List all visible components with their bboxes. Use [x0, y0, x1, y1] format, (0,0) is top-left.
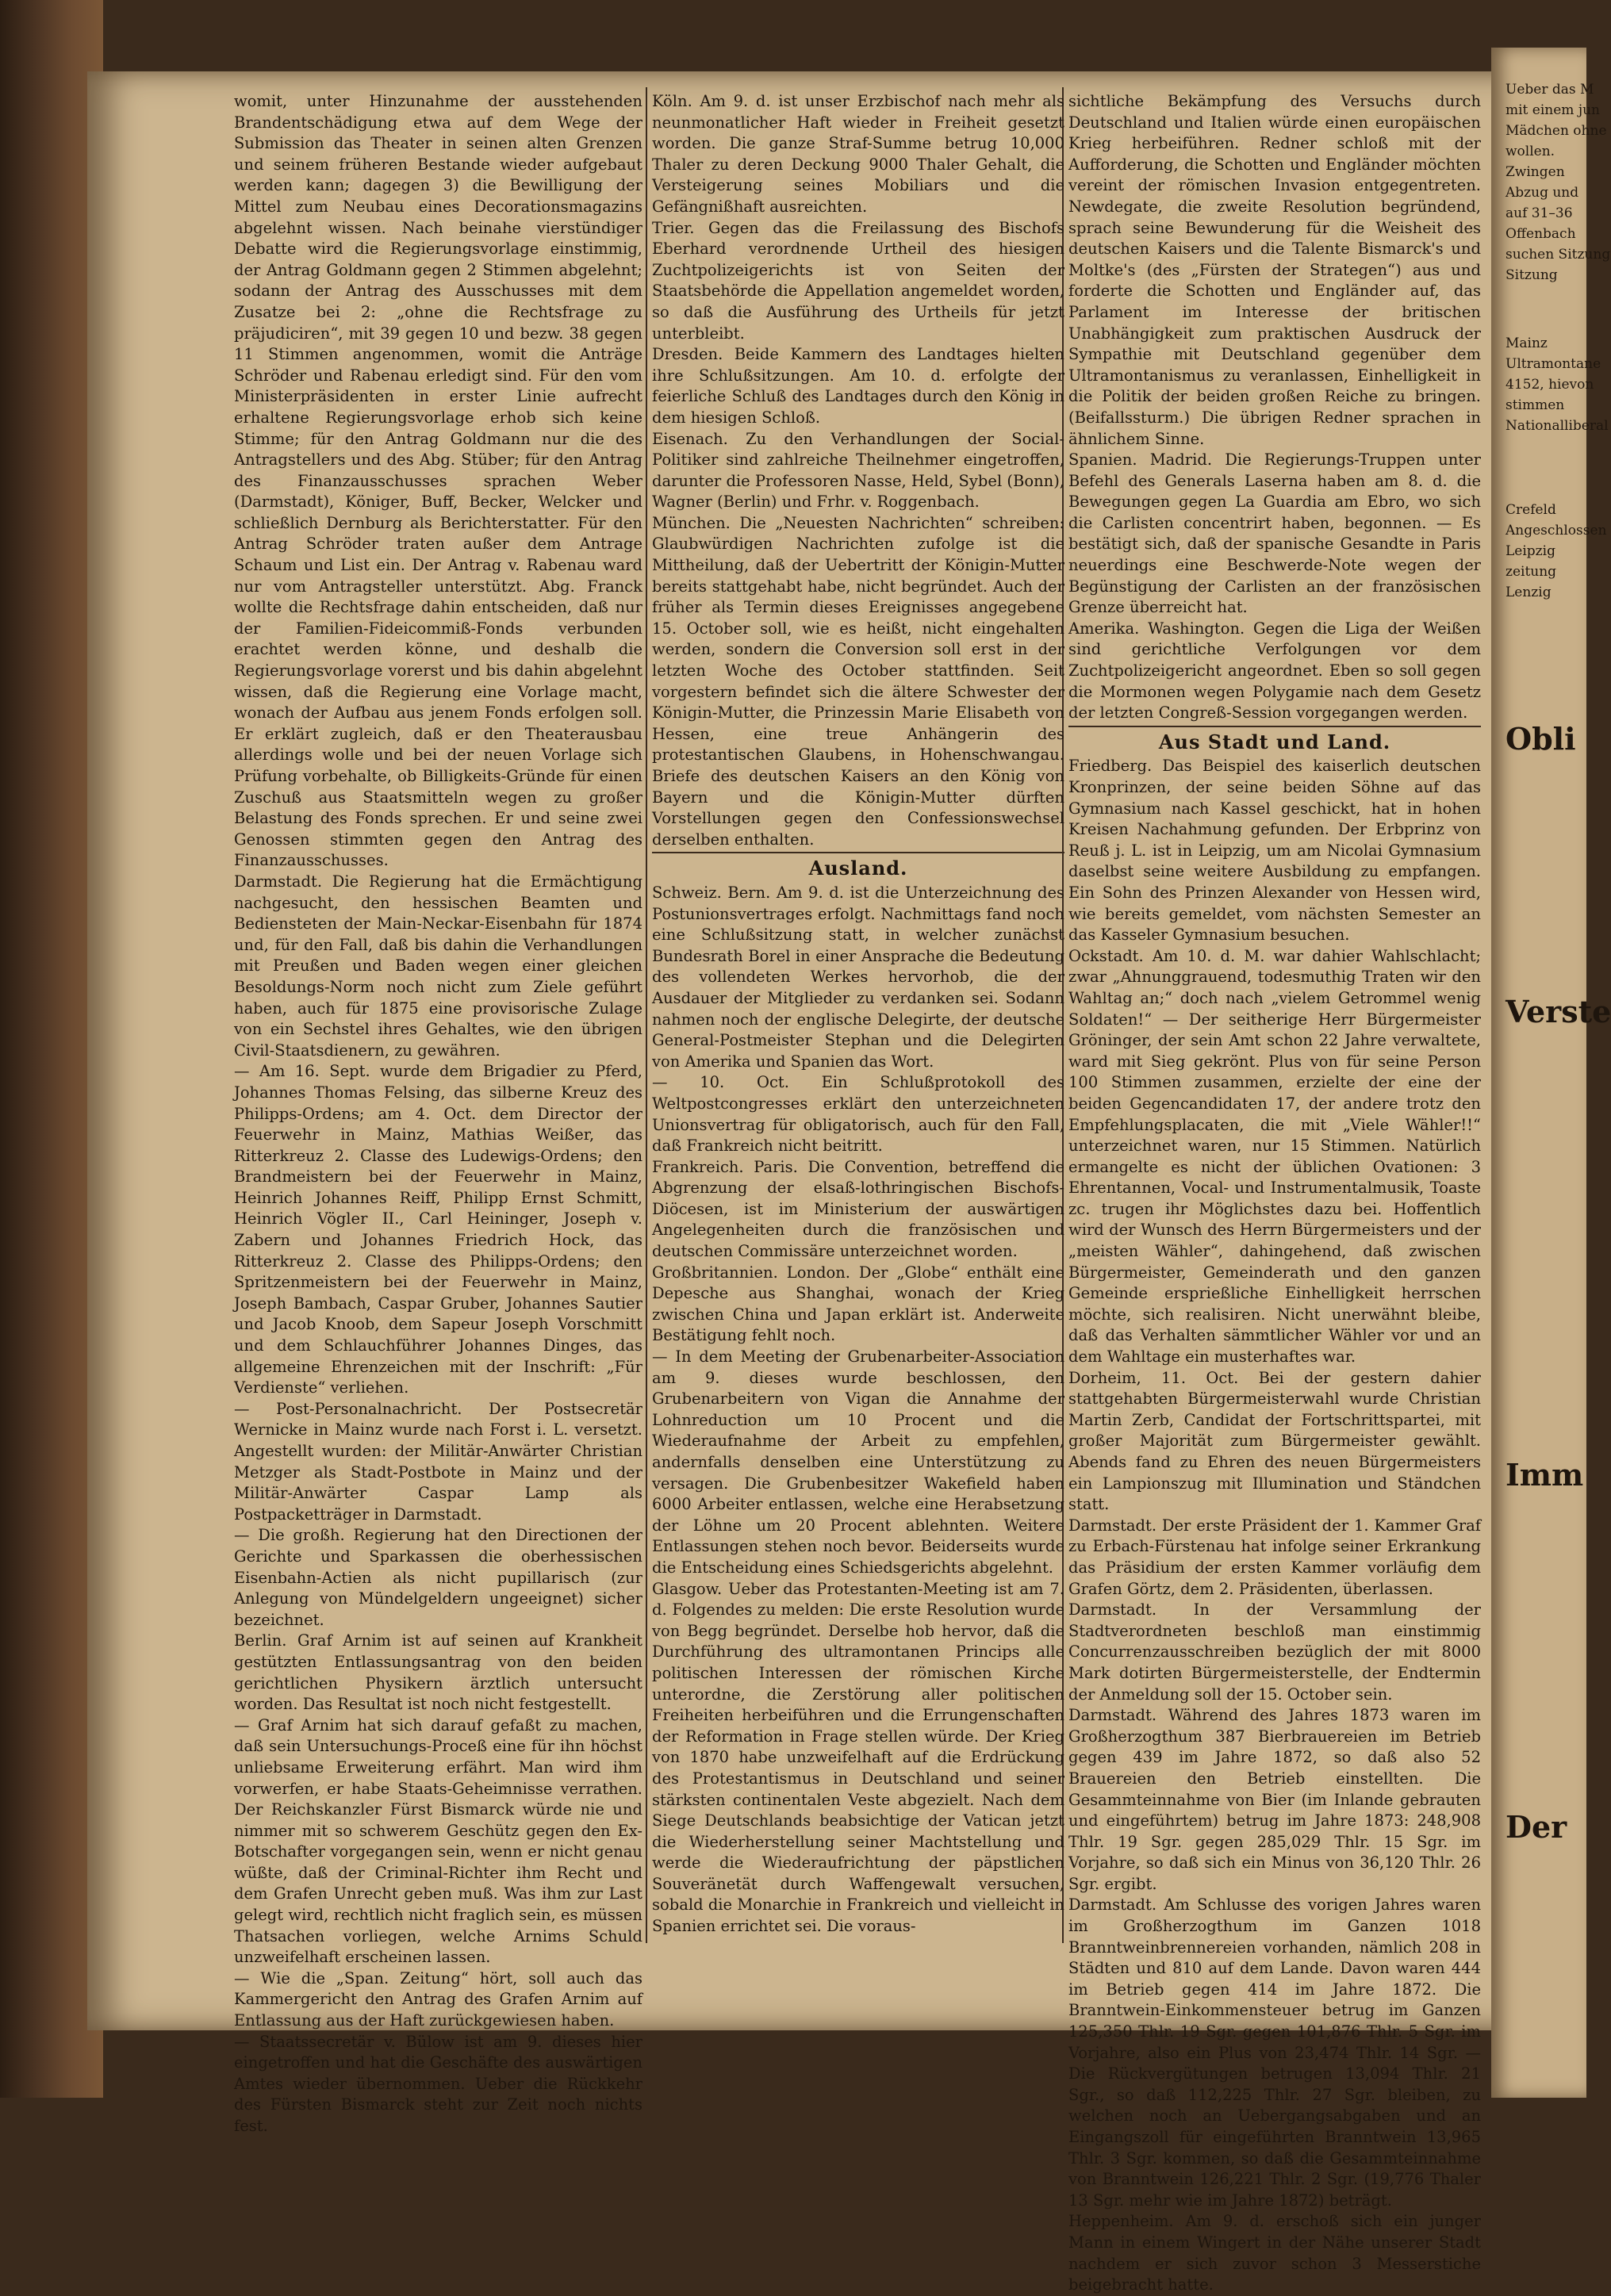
- section-heading: Aus Stadt und Land.: [1158, 730, 1391, 753]
- article-paragraph: — Graf Arnim hat sich darauf gefaßt zu machen, daß sein Untersuchungs-Proceß eine für ihn höchst unliebsame Erweiterung erfährt. Man wird ihm vorwerfen, er habe Staats-Geheimnisse verrathen. Der Reichskanzler Fürst Bismarck würde nie und nimmer mit so schwerem Geschütz gegen den Ex-Botschafter vorgegangen sein, wenn er nicht genau wüßte, daß der Criminal-Richter ihm Recht und dem Grafen Unrecht geben muß. Was ihm zur Last gelegt wird, rechtlich nicht fraglich sein, es müssen Thatsachen vorliegen, welche Arnims Schuld unzweifelhaft erscheinen lassen.: [234, 1715, 642, 1967]
- edge-heading: Obli: [1506, 721, 1576, 757]
- column-2: [652, 91, 1064, 1938]
- article-paragraph: Großbritannien. London. Der „Globe“ enthält eine Depesche aus Shanghai, wonach der Krieg zwischen China und Japan erklärt ist. Anderweite Bestätigung fehlt noch.: [652, 1263, 1064, 1345]
- edge-line: Ueber das M: [1506, 82, 1594, 98]
- article-paragraph: Trier. Gegen das die Freilassung des Bischofs Eberhard verordnende Urtheil des hiesigen Zuchtpolizeigerichts ist von Seiten der Staatsbehörde die Appellation angemeldet worden, so daß die Ausführung des Urtheils für jetzt unterbleibt.: [652, 218, 1064, 343]
- article-paragraph: Ockstadt. Am 10. d. M. war dahier Wahlschlacht; zwar „Ahnunggrauend, todesmuthig Traten wir den Wahltag an;“ doch nach „vielem Getrommel wenig Soldaten!“ — Der seitherige Herr Bürgermeister Gröninger, der sein Amt schon 22 Jahre verwaltete, ward mit Sieg gekrönt. Plus von für seine Person 100 Stimmen zusammen, erzielte der eine der beiden Gegencandidaten 17, der andere trotz den Empfehlungsplacaten, die mit „Viele Wähler!!“ unterzeichnet waren, nur 15 Stimmen. Natürlich ermangelte es nicht der üblichen Ovationen: 3 Ehrentannen, Vocal- und Instrumentalmusik, Toaste zc. trugen ihr Möglichstes dazu bei. Hoffentlich wird der Wunsch des Herrn Bürgermeisters und der „meisten Wähler“, dahingehend, daß zwischen Bürgermeister, Gemeinderath und den ganzen Gemeinde ersprießliche Einhelligkeit herrschen möchte, sich realisiren. Nicht unerwähnt bleibe, daß das Verhalten sämmtlicher Wähler vor und an dem Wahltage ein musterhaftes war.: [1068, 946, 1481, 1366]
- article-paragraph: Darmstadt. In der Versammlung der Stadtverordneten beschloß man einstimmig Concurrenzausschreiben bezüglich der mit 8000 Mark dotirten Bürgermeisterstelle, der Endtermin der Anmeldung soll der 15. October sein.: [1068, 1600, 1481, 1704]
- edge-heading: Der: [1506, 1809, 1567, 1845]
- article-paragraph: Amerika. Washington. Gegen die Liga der Weißen sind gerichtliche Verfolgungen vor dem Zuchtpolizeigericht angeordnet. Eben so soll gegen die Mormonen wegen Polygamie nach dem Gesetz der letzten Congreß-Session vorgegangen werden.: [1068, 619, 1481, 723]
- edge-heading: Imm: [1506, 1457, 1584, 1493]
- article-paragraph: — Staatssecretär v. Bülow ist am 9. dieses hier eingetroffen und hat die Geschäfte des auswärtigen Amtes wieder übernommen. Ueber die Rückkehr des Fürsten Bismarck steht zur Zeit noch nichts fest.: [234, 2032, 642, 2135]
- article-paragraph: Darmstadt. Der erste Präsident der 1. Kammer Graf zu Erbach-Fürstenau hat infolge seiner Erkrankung das Präsidium der ersten Kammer vorläufig dem Grafen Görtz, dem 2. Präsidenten, überlassen.: [1068, 1516, 1481, 1598]
- article-paragraph: Berlin. Graf Arnim ist auf seinen auf Krankheit gestützten Entlassungsantrag von den beiden gerichtlichen Physikern ärztlich untersucht worden. Das Resultat ist noch nicht festgestellt.: [234, 1631, 642, 1714]
- article-paragraph: Darmstadt. Am Schlusse des vorigen Jahres waren im Großherzogthum im Ganzen 1018 Branntweinbrennereien vorhanden, nämlich 208 in Städten und 810 auf dem Lande. Davon waren 444 im Betrieb gegen 414 im Jahre 1872. Die Branntwein-Einkommensteuer betrug im Ganzen 125,350 Thlr. 19 Sgr. gegen 101,876 Thlr. 5 Sgr. im Vorjahre, also ein Plus von 23,474 Thlr. 14 Sgr. — Die Rückvergütungen betrugen 13,094 Thlr. 21 Sgr., so daß 112,225 Thlr. 27 Sgr. bleiben, zu welchen noch an Uebergangsabgaben und an Eingangszoll für eingeführten Branntwein 13,965 Thlr. 3 Sgr. kommen, so daß die Gesammteinnahme von Branntwein 126,221 Thlr. 2 Sgr. (19,776 Thaler 13 Sgr. mehr wie im Jahre 1872) beträgt.: [1068, 1895, 1481, 2210]
- article-paragraph: — Post-Personalnachricht. Der Postsecretär Wernicke in Mainz wurde nach Forst i. L. versetzt. Angestellt wurden: der Militär-Anwärter Christian Metzger als Stadt-Postbote in Mainz und der Militär-Anwärter Caspar Lamp als Postpacketträger in Darmstadt.: [234, 1399, 642, 1524]
- article-paragraph: — Wie die „Span. Zeitung“ hört, soll auch das Kammergericht den Antrag des Grafen Arnim auf Entlassung aus der Haft zurückgewiesen haben.: [234, 1968, 642, 2030]
- edge-line: Nationalliberal: [1506, 418, 1609, 434]
- article-paragraph: Dorheim, 11. Oct. Bei der gestern dahier stattgehabten Bürgermeisterwahl wurde Christian Martin Zerb, Candidat der Fortschrittspartei, mit großer Majorität zum Bürgermeister gewählt. Abends fand zu Ehren des neuen Bürgermeisters ein Lampionszug mit Illumination und Ständchen statt.: [1068, 1368, 1481, 1514]
- edge-line: Ultramontane: [1506, 356, 1601, 372]
- edge-heading: Verste: [1506, 994, 1611, 1029]
- column-1: [234, 91, 642, 2137]
- edge-line: stimmen: [1506, 397, 1565, 413]
- edge-line: Leipzig: [1506, 543, 1555, 559]
- edge-line: Crefeld: [1506, 502, 1556, 518]
- edge-line: suchen Sitzung: [1506, 247, 1611, 263]
- article-paragraph: Dresden. Beide Kammern des Landtages hielten ihre Schlußsitzungen. Am 10. d. erfolgte der feierliche Schluß des Landtages durch den König in dem hiesigen Schloß.: [652, 345, 1064, 427]
- edge-line: auf 31–36: [1506, 205, 1573, 221]
- article-paragraph: Friedberg. Das Beispiel des kaiserlich deutschen Kronprinzen, der seine beiden Söhne auf das Gymnasium nach Kassel geschickt, hat in hohen Kreisen Nachahmung gefunden. Der Erbprinz von Reuß j. L. ist in Leipzig, um am Nicolai Gymnasium daselbst seine weitere Ausbildung zu empfangen. Ein Sohn des Prinzen Alexander von Hessen wird, wie bereits gemeldet, vom nächsten Semester an das Kasseler Gymnasium besuchen.: [1068, 757, 1481, 945]
- article-paragraph: Glasgow. Ueber das Protestanten-Meeting ist am 7. d. Folgendes zu melden: Die erste Resolution wurde von Begg begründet. Derselbe hob hervor, daß die Durchführung des ultramontanen Princips alle politischen Interessen der römischen Kirche unterordne, die Zerstörung aller politischen Freiheiten herbeiführen und die Errungenschaften der Reformation in Frage stellen würde. Der Krieg von 1870 habe unzweifelhaft auf die Erdrückung des Protestantismus in Deutschland und seiner stärksten continentalen Veste abgezielt. Nach dem Siege Deutschlands beabsichtige der Vatican jetzt die Wiederherstellung seiner Machtstellung und werde die Wiederaufrichtung der päpstlichen Souveränetät durch Waffengewalt versuchen, sobald die Monarchie in Frankreich und vielleicht in Spanien errichtet sei. Die voraus-: [652, 1579, 1064, 1936]
- article-paragraph: Köln. Am 9. d. ist unser Erzbischof nach mehr als neunmonatlicher Haft wieder in Freiheit gesetzt worden. Die ganze Straf-Summe betrug 10,000 Thaler zu deren Deckung 9000 Thaler Gehalt, die Versteigerung seines Mobiliars und die Gefängnißhaft ausreichten.: [652, 92, 1064, 216]
- article-paragraph: München. Die „Neuesten Nachrichten“ schreiben: Glaubwürdigen Nachrichten zufolge ist die Mittheilung, daß der Uebertritt der Königin-Mutter bereits stattgehabt habe, nicht begründet. Auch der früher als Termin dieses Ereignisses angegebene 15. October soll, wie es heißt, nicht eingehalten werden, sondern die Conversion soll erst in der letzten Woche des October stattfinden. Seit vorgestern befindet sich die ältere Schwester der Königin-Mutter, die Prinzessin Marie Elisabeth von Hessen, eine treue Anhängerin des protestantischen Glaubens, in Hohenschwangau. Briefe des deutschen Kaisers an den König von Bayern und die Königin-Mutter dürften Vorstellungen gegen den Confessionswechsel derselben enthalten.: [652, 513, 1064, 849]
- article-paragraph: sichtliche Bekämpfung des Versuchs durch Deutschland und Italien würde einen europäischen Krieg herbeiführen. Redner schloß mit der Aufforderung, die Schotten und Engländer möchten vereint der römischen Invasion entgegentreten. Newdegate, die zweite Resolution begründend, sprach seine Bewunderung für die Weisheit des deutschen Kaisers und die Talente Bismarck's und Moltke's (des „Fürsten der Strategen“) aus und forderte die Schotten und Engländer auf, das Parlament im Interesse der britischen Unabhängigkeit zum praktischen Ausdruck der Sympathie mit Deutschland gegenüber dem Ultramontanismus zu veranlassen, Einhelligkeit in die Politik der beiden großen Reiche zu bringen. (Beifallssturm.) Die übrigen Redner sprachen in ähnlichem Sinne.: [1068, 92, 1481, 448]
- column-rule: [646, 87, 647, 1943]
- article-paragraph: Darmstadt. Während des Jahres 1873 waren im Großherzogthum 387 Bierbrauereien im Betrieb gegen 439 im Jahre 1872, so daß also 52 Brauereien den Betrieb einstellten. Die Gesammteinnahme von Bier (im Inlande gebrauten und eingeführtem) betrug im Jahre 1873: 248,908 Thlr. 19 Sgr. gegen 285,029 Thlr. 15 Sgr. im Vorjahre, so daß sich ein Minus von 36,120 Thlr. 26 Sgr. ergibt.: [1068, 1706, 1481, 1893]
- edge-line: Angeschlossen: [1506, 523, 1607, 539]
- article-paragraph: Spanien. Madrid. Die Regierungs-Truppen unter Befehl des Generals Laserna haben am 8. d. die Bewegungen gegen La Guardia am Ebro, wo sich die Carlisten concentrirt haben, begonnen. — Es bestätigt sich, daß der spanische Gesandte in Paris neuerdings eine Beschwerde-Note wegen der Begünstigung der Carlisten an der französischen Grenze überreicht hat.: [1068, 450, 1481, 617]
- article-paragraph: Heppenheim. Am 9. d. erschoß sich ein junger Mann in einem Wingert in der Nähe unserer Stadt nachdem er sich zuvor schon 3 Messerstiche beigebracht hatte.: [1068, 2212, 1481, 2294]
- edge-line: Mädchen ohne: [1506, 123, 1607, 139]
- edge-line: Sitzung: [1506, 267, 1558, 283]
- section-heading: Ausland.: [808, 857, 908, 880]
- article-paragraph: womit, unter Hinzunahme der ausstehenden Brandentschädigung etwa auf dem Wege der Submission das Theater in seinen alten Grenzen und seinem früheren Bestande wieder aufgebaut werden kann; dagegen 3) die Bewilligung der Mittel zum Neubau eines Decorationsmagazins abgelehnt wissen. Nach beinahe vierstündiger Debatte wird die Regierungsvorlage einstimmig, der Antrag Goldmann gegen 2 Stimmen abgelehnt; sodann der Antrag des Ausschusses mit dem Zusatze bei 2: „ohne die Rechtsfrage zu präjudiciren“, mit 39 gegen 10 und bezw. 38 gegen 11 Stimmen angenommen, womit die Anträge Schröder und Rabenau erledigt sind. Für den vom Ministerpräsidenten in erster Linie aufrecht erhaltene Regierungsvorlage erhob sich keine Stimme; für den Antrag Goldmann nur die des Antragstellers und des Abg. Stüber; für den Antrag des Finanzausschusses sprachen Weber (Darmstadt), Königer, Buff, Becker, Welcker und schließlich Dernburg als Berichterstatter. Für den Antrag Schröder traten außer dem Antrage Schaum und List ein. Der Antrag v. Rabenau ward nur vom Antragsteller unterstützt. Abg. Franck wollte die Rechtsfrage dahin entscheiden, daß nur der Familien-Fideicommiß-Fonds verbunden erachtet werden könne, und deshalb die Regierungsvorlage vorerst und bis dahin abgelehnt wissen, daß die Regierung eine Vorlage macht, wonach der Aufbau aus jenem Fonds erfolgen soll. Er erklärt zugleich, daß er den Theaterausbau allerdings wolle und bei der neuen Vorlage sich Prüfung vorbehalte, ob Billigkeits-Gründe für einen Zuschuß aus Staatsmitteln wegen zu großer Belastung des Fonds sprechen. Er und seine zwei Genossen stimmten gegen den Antrag des Finanzausschusses.: [234, 92, 642, 870]
- column-3: [1068, 91, 1481, 2296]
- edge-line: mit einem jun: [1506, 102, 1600, 118]
- article-paragraph: Eisenach. Zu den Verhandlungen der Social-Politiker sind zahlreiche Theilnehmer eingetroffen, darunter die Professoren Nasse, Held, Sybel (Bonn), Wagner (Berlin) und Frhr. v. Roggenbach.: [652, 429, 1064, 512]
- edge-line: Lenzig: [1506, 585, 1552, 600]
- adjacent-page: [1491, 48, 1611, 2098]
- adjacent-page-text: [1506, 79, 1611, 1853]
- article-paragraph: — In dem Meeting der Grubenarbeiter-Association am 9. dieses wurde beschlossen, den Grubenarbeitern von Vigan die Annahme der Lohnreduction um 10 Procent und die Wiederaufnahme der Arbeit zu empfehlen, andernfalls denselben eine Unterstützung zu versagen. Die Grubenbesitzer Wakefield haben 6000 Arbeiter entlassen, welche eine Herabsetzung der Löhne um 20 Procent ablehnten. Weitere Entlassungen stehen noch bevor. Beiderseits wurde die Entscheidung eines Schiedsgerichts abgelehnt.: [652, 1347, 1064, 1577]
- edge-line: Mainz: [1506, 335, 1548, 351]
- section-divider: [652, 852, 1064, 853]
- edge-line: 4152, hievon: [1506, 377, 1594, 393]
- edge-line: zeitung: [1506, 564, 1557, 580]
- edge-line: wollen.: [1506, 144, 1555, 159]
- section-divider: [1068, 726, 1481, 727]
- article-paragraph: Schweiz. Bern. Am 9. d. ist die Unterzeichnung des Postunionsvertrages erfolgt. Nachmittags fand noch eine Schlußsitzung statt, in welcher zunächst Bundesrath Borel in einer Ansprache die Bedeutung des vollendeten Werkes hervorhob, die der Ausdauer der Mitglieder zu verdanken sei. Sodann nahmen noch der englische Delegirte, der deutsche General-Postmeister Stephan und die Delegirten von Amerika und Spanien das Wort.: [652, 883, 1064, 1071]
- edge-line: Zwingen: [1506, 164, 1565, 180]
- edge-line: Offenbach: [1506, 226, 1576, 242]
- article-paragraph: Frankreich. Paris. Die Convention, betreffend die Abgrenzung der elsaß-lothringischen Bischofs-Diöcesen, ist im Ministerium der auswärtigen Angelegenheiten durch die französischen und deutschen Commissäre unterzeichnet worden.: [652, 1157, 1064, 1261]
- article-paragraph: — 10. Oct. Ein Schlußprotokoll des Weltpostcongresses erklärt den unterzeichneten Unionsvertrag für obligatorisch, auch für den Fall, daß Frankreich nicht beitritt.: [652, 1073, 1064, 1156]
- article-paragraph: Darmstadt. Die Regierung hat die Ermächtigung nachgesucht, den hessischen Beamten und Bediensteten der Main-Neckar-Eisenbahn für 1874 und, für den Fall, daß bis dahin die Verhandlungen mit Preußen und Baden wegen einer gleichen Besoldungs-Norm noch nicht zum Ziele geführt haben, auch für 1875 eine provisorische Zulage von ein Sechstel ihres Gehaltes, wie den übrigen Civil-Staatsdienern, zu gewähren.: [234, 872, 642, 1060]
- article-paragraph: — Die großh. Regierung hat den Directionen der Gerichte und Sparkassen die oberhessischen Eisenbahn-Actien als nicht pupillarisch (zur Anlegung von Mündelgeldern ungeeignet) sicher bezeichnet.: [234, 1526, 642, 1629]
- article-paragraph: — Am 16. Sept. wurde dem Brigadier zu Pferd, Johannes Thomas Felsing, das silberne Kreuz des Philipps-Ordens; am 4. Oct. dem Director der Feuerwehr in Mainz, Mathias Weißer, das Ritterkreuz 2. Classe des Ludewigs-Ordens; den Brandmeistern bei der Feuerwehr in Mainz, Heinrich Johannes Reiff, Philipp Ernst Schmitt, Heinrich Vögler II., Carl Heininger, Joseph v. Zabern und Johannes Friedrich Hock, das Ritterkreuz 2. Classe des Philipps-Ordens; den Spritzenmeistern bei der Feuerwehr in Mainz, Joseph Bambach, Caspar Gruber, Johannes Sautier und Jacob Knoob, dem Sapeur Joseph Vorschmitt und dem Schlauchführer Johannes Dinges, das allgemeine Ehrenzeichen mit der Inschrift: „Für Verdienste“ verliehen.: [234, 1062, 642, 1397]
- edge-line: Abzug und: [1506, 185, 1579, 201]
